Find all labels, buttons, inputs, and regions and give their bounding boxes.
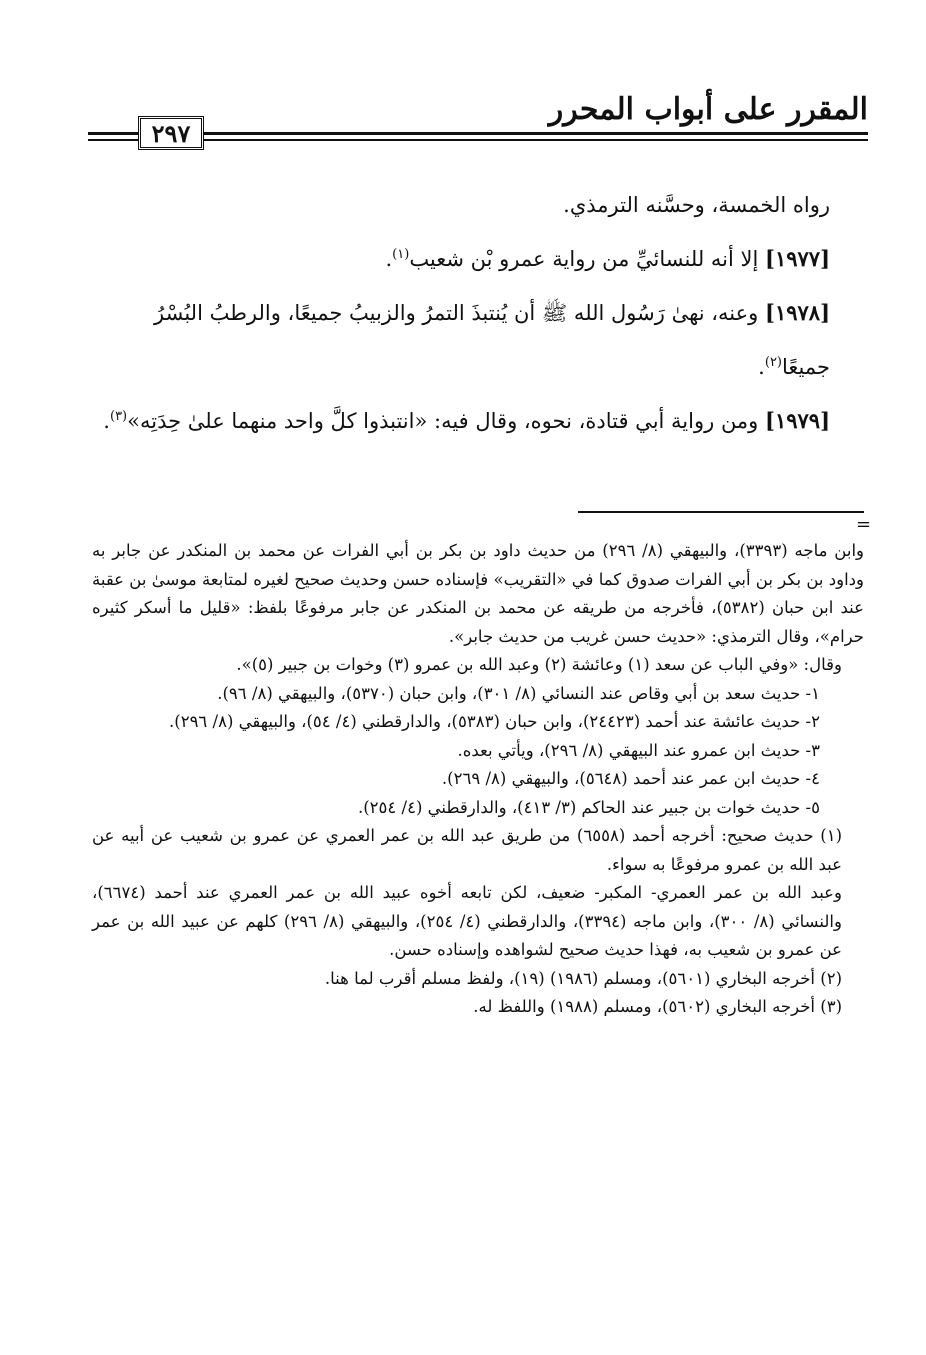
footnote-paragraph: وقال: «وفي الباب عن سعد (١) وعائشة (٢) وعبد الله بن عمرو (٣) وخوات بن جبير (٥)».: [236, 655, 842, 674]
hadith-text: إلا أنه للنسائيِّ من رواية عمرو بْن شعيب: [409, 247, 765, 271]
page-number: ٢٩٧: [138, 116, 204, 150]
footnote-ref: (٣): [109, 409, 128, 424]
hadith-text: وعنه، نهىٰ رَسُول الله ﷺ أن يُنتبذَ التمرُ والزبيبُ جميعًا، والرطبُ البُسْرُ جميعًا: [154, 301, 830, 379]
footnote-list-item: ٢- حديث عائشة عند أحمد (٢٤٤٢٣)، وابن حبان (٥٣٨٣)، والدارقطني (٤/ ٥٤)، والبيهقي (٨/ ٢٩٦).: [169, 712, 820, 731]
footnote-paragraph: وابن ماجه (٣٣٩٣)، والبيهقي (٨/ ٢٩٦) من حديث داود بن بكر بن أبي الفرات عن محمد بن المنكدر عن جابر به وداود بن بكر بن أبي الفرات صدوق كما في «التقريب» فإسناده حسن وحديث صحيح لغيره لمتابعة موسىٰ بن عقبة عند ابن حبان (٥٣٨٢)، فأخرجه من طريقه عن محمد بن المنكدر عن جابر مرفوعًا بلفظ: «قليل ما أسكر كثيره حرام»، وقال الترمذي: «حديث حسن غريب من حديث جابر».: [92, 541, 865, 646]
footnote-list-item: ٤- حديث ابن عمر عند أحمد (٥٦٤٨)، والبيهقي (٨/ ٢٦٩).: [441, 769, 820, 788]
footnote-2: (٢) أخرجه البخاري (٥٦٠١)، ومسلم (١٩٨٦) (١٩)، ولفظ مسلم أقرب لما هنا.: [324, 968, 842, 988]
hadith-number: [١٩٧٧]: [765, 246, 830, 271]
hadith-1977: [92, 232, 830, 286]
hadith-text: ومن رواية أبي قتادة، نحوه، وقال فيه: «انتبذوا كلَّ واحد منهما علىٰ حِدَتِه»: [127, 409, 765, 433]
header-rule: [88, 132, 868, 135]
footnote-list-item: ٥- حديث خوات بن جبير عند الحاكم (٣/ ٤١٣)، والدارقطني (٤/ ٢٥٤).: [357, 797, 820, 817]
book-title: المقرر على أبواب المحرر: [548, 92, 868, 127]
continuation-mark: =: [856, 514, 872, 535]
period: .: [385, 247, 393, 271]
period: .: [758, 355, 765, 379]
footnote-divider: [578, 511, 864, 513]
header-rule-thin: [88, 139, 868, 141]
footnote-paragraph: وعبد الله بن عمر العمري- المكبر- ضعيف، لكن تابعه أخوه عبيد الله بن عمر العمري عند أحمد (٦٦٧٤)، والنسائي (٨/ ٣٠٠)، وابن ماجه (٣٣٩٤)، والدارقطني (٤/ ٢٥٤)، والبيهقي (٨/ ٢٩٦) كلهم عن عبيد الله بن عمر عن عمرو بن شعيب به، فهذا حديث صحيح لشواهده وإسناده حسن.: [92, 883, 842, 959]
page-header: [88, 92, 868, 162]
hadith-number: [١٩٧٩]: [765, 408, 830, 433]
hadith-number: [١٩٧٨]: [765, 300, 830, 325]
hadith-1978: [92, 286, 830, 394]
main-text: [92, 178, 830, 448]
footnote-ref: (٢): [764, 355, 782, 370]
footnote-ref: (١): [392, 247, 410, 262]
footnotes: [92, 537, 864, 1022]
footnote-1: (١) حديث صحيح: أخرجه أحمد (٦٥٥٨) من طريق عبد الله بن عمر العمري عن عمرو بن شعيب عن أبيه عن عبد الله بن عمرو مرفوعًا به سواء.: [92, 826, 842, 874]
footnote-list-item: ١- حديث سعد بن أبي وقاص عند النسائي (٨/ ٣٠١)، وابن حبان (٥٣٧٠)، والبيهقي (٨/ ٩٦).: [217, 683, 820, 703]
period: .: [103, 409, 110, 433]
footnote-list-item: ٣- حديث ابن عمرو عند البيهقي (٨/ ٢٩٦)، ويأتي بعده.: [457, 740, 820, 760]
hadith-1979: [92, 394, 830, 448]
footnote-3: (٣) أخرجه البخاري (٥٦٠٢)، ومسلم (١٩٨٨) واللفظ له.: [473, 997, 842, 1016]
narration-line: رواه الخمسة، وحسَّنه الترمذي.: [563, 193, 830, 217]
